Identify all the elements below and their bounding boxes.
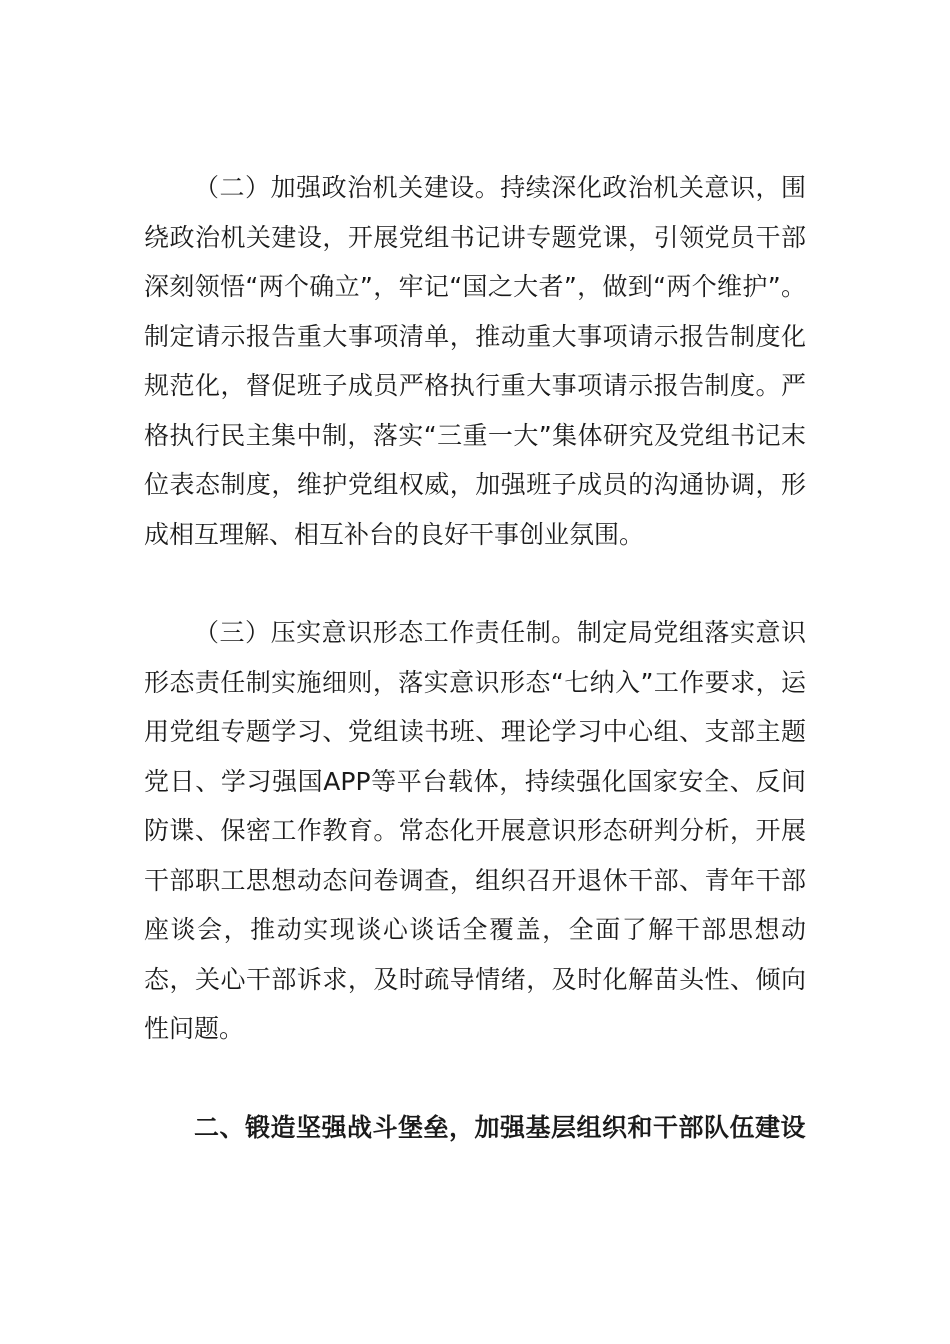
section-heading: 二、锻造坚强战斗堡垒，加强基层组织和干部队伍建设 — [194, 1112, 807, 1142]
paragraph-section-3: （三）压实意识形态工作责任制。制定局党组落实意识形态责任制实施细则，落实意识形态“七纳入”工作要求，运用党组专题学习、党组读书班、理论学习中心组、支部主题党日、学习强国APP等平台载体，持续强化国家安全、反间防谍、保密工作教育。常态化开展意识形态研判分析，开展干部职工思想动态问卷调查，组织召开退休干部、青年干部座谈会，推动实现谈心谈话全覆盖，全面了解干部思想动态，关心干部诉求，及时疏导情绪，及时化解苗头性、倾向性问题。 — [144, 618, 806, 1043]
paragraph-section-2: （二）加强政治机关建设。持续深化政治机关意识，围绕政治机关建设，开展党组书记讲专题党课，引领党员干部深刻领悟“两个确立”，牢记“国之大者”，做到“两个维护”。制定请示报告重大事项清单，推动重大事项请示报告制度化规范化，督促班子成员严格执行重大事项请示报告制度。严格执行民主集中制，落实“三重一大”集体研究及党组书记末位表态制度，维护党组权威，加强班子成员的沟通协调，形成相互理解、相互补台的良好干事创业氛围。 — [144, 173, 806, 549]
document-body — [144, 163, 806, 1152]
